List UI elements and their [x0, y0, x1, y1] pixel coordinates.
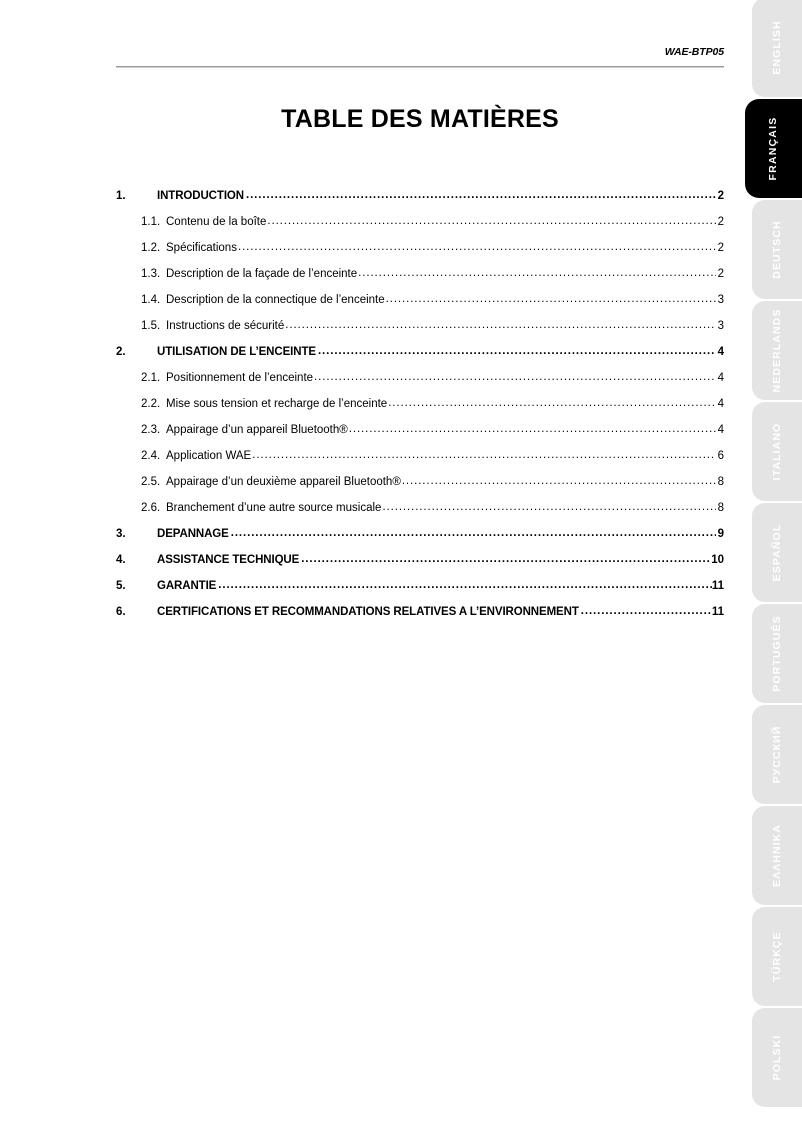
toc-entry-label: Instructions de sécurité — [166, 320, 285, 332]
toc-entry-label: CERTIFICATIONS ET RECOMMANDATIONS RELATIVES A L’ENVIRONNEMENT — [157, 606, 579, 618]
toc-entry-label: Application WAE — [166, 450, 252, 462]
toc-entry-number: 1.2. — [141, 242, 161, 254]
toc-entry-number: 1.1. — [141, 216, 161, 228]
toc-entry-number: 3. — [116, 528, 126, 540]
toc-entry-page-number: 11 — [711, 606, 724, 618]
toc-entry[interactable] — [116, 450, 724, 476]
toc-entry-label: Description de la façade de l’enceinte — [166, 268, 358, 280]
toc-entry-page-number: 9 — [717, 528, 724, 540]
toc-entry-number: 2.3. — [141, 424, 161, 436]
toc-entry-number: 1.5. — [141, 320, 161, 332]
page-title: TABLE DES MATIÈRES — [281, 105, 559, 133]
toc-entry[interactable] — [116, 242, 724, 268]
language-tab-english[interactable] — [752, 0, 802, 97]
toc-entry[interactable] — [116, 346, 724, 372]
toc-entry[interactable] — [116, 606, 724, 632]
toc-leader-dots — [267, 216, 716, 228]
toc-leader-dots — [252, 450, 716, 462]
toc-leader-dots — [246, 190, 716, 202]
toc-leader-dots — [314, 372, 716, 384]
language-tab-label: ITALIANO — [771, 422, 783, 481]
toc-entry-label: Spécifications — [166, 242, 237, 254]
language-tab-label: DEUTSCH — [771, 220, 783, 279]
model-number: WAE-BTP05 — [664, 46, 724, 58]
toc-entry-number: 2. — [116, 346, 126, 358]
toc-entry-label: GARANTIE — [157, 580, 217, 592]
toc-entry-page-number: 3 — [717, 294, 724, 306]
toc-leader-dots — [386, 294, 716, 306]
toc-leader-dots — [318, 346, 716, 358]
toc-leader-dots — [285, 320, 716, 332]
toc-entry[interactable] — [116, 294, 724, 320]
toc-entry-number: 1.3. — [141, 268, 161, 280]
language-tab-label: РУССКИЙ — [771, 725, 783, 784]
language-tab-polski[interactable] — [752, 1008, 802, 1107]
language-tab-label: POLSKI — [771, 1034, 783, 1081]
toc-entry-number: 2.5. — [141, 476, 161, 488]
language-tab-label: ENGLISH — [771, 20, 783, 75]
language-tab-[interactable] — [752, 705, 802, 804]
toc-entry-number: 2.4. — [141, 450, 161, 462]
toc-leader-dots — [581, 606, 712, 618]
toc-leader-dots — [402, 476, 716, 488]
toc-entry-page-number: 3 — [717, 320, 724, 332]
toc-entry[interactable] — [116, 502, 724, 528]
toc-entry-label: Mise sous tension et recharge de l’enceinte — [166, 398, 388, 410]
toc-entry-label: Appairage d’un appareil Bluetooth® — [166, 424, 348, 436]
toc-entry-page-number: 6 — [717, 450, 724, 462]
language-tab-label: ΕΛΛΗΝΙΚΑ — [771, 823, 783, 888]
toc-entry[interactable] — [116, 216, 724, 242]
toc-entry[interactable] — [116, 476, 724, 502]
toc-entry-page-number: 2 — [717, 268, 724, 280]
language-tab-portugu-s[interactable] — [752, 604, 802, 703]
toc-entry-label: DEPANNAGE — [157, 528, 229, 540]
language-tab-label: TÜRKÇE — [771, 931, 783, 982]
header-rule — [116, 66, 724, 68]
toc-entry[interactable] — [116, 190, 724, 216]
toc-entry-page-number: 8 — [717, 502, 724, 514]
toc-entry-page-number: 2 — [717, 242, 724, 254]
toc-entry-number: 4. — [116, 554, 126, 566]
toc-entry-label: ASSISTANCE TECHNIQUE — [157, 554, 300, 566]
toc-entry-page-number: 2 — [717, 190, 724, 202]
table-of-contents — [116, 190, 724, 632]
language-tab-deutsch[interactable] — [752, 200, 802, 299]
toc-entry[interactable] — [116, 580, 724, 606]
toc-entry-page-number: 4 — [717, 398, 724, 410]
toc-entry[interactable] — [116, 424, 724, 450]
language-tab-nederlands[interactable] — [752, 301, 802, 400]
toc-entry-label: Branchement d’une autre source musicale — [166, 502, 382, 514]
toc-entry[interactable] — [116, 268, 724, 294]
toc-entry-page-number: 2 — [717, 216, 724, 228]
language-tab-t-rk-e[interactable] — [752, 907, 802, 1006]
language-tab-strip — [745, 0, 802, 1122]
toc-leader-dots — [218, 580, 712, 592]
toc-entry[interactable] — [116, 554, 724, 580]
toc-entry-page-number: 4 — [717, 372, 724, 384]
toc-entry-number: 2.6. — [141, 502, 161, 514]
toc-entry-label: Contenu de la boîte — [166, 216, 267, 228]
toc-entry-label: Description de la connectique de l’enceinte — [166, 294, 385, 306]
language-tab-[interactable] — [752, 806, 802, 905]
language-tab-espa-ol[interactable] — [752, 503, 802, 602]
toc-entry[interactable] — [116, 372, 724, 398]
toc-leader-dots — [231, 528, 716, 540]
language-tab-label: ESPAÑOL — [771, 523, 783, 582]
toc-leader-dots — [382, 502, 716, 514]
toc-leader-dots — [388, 398, 716, 410]
toc-entry-number: 1. — [116, 190, 126, 202]
toc-entry-number: 5. — [116, 580, 126, 592]
language-tab-fran-ais[interactable] — [745, 99, 802, 198]
toc-entry-label: Positionnement de l’enceinte — [166, 372, 314, 384]
toc-entry-page-number: 4 — [717, 424, 724, 436]
toc-leader-dots — [301, 554, 711, 566]
toc-entry-page-number: 11 — [711, 580, 724, 592]
document-header — [116, 46, 724, 58]
toc-entry-label: Appairage d’un deuxième appareil Bluetooth® — [166, 476, 401, 488]
toc-leader-dots — [349, 424, 716, 436]
toc-entry-label: INTRODUCTION — [157, 190, 244, 202]
toc-entry-page-number: 10 — [711, 554, 724, 566]
toc-entry-number: 1.4. — [141, 294, 161, 306]
toc-entry-page-number: 4 — [717, 346, 724, 358]
language-tab-italiano[interactable] — [752, 402, 802, 501]
toc-entry-page-number: 8 — [717, 476, 724, 488]
language-tab-label: NEDERLANDS — [771, 308, 783, 393]
toc-entry-number: 6. — [116, 606, 126, 618]
toc-leader-dots — [238, 242, 716, 254]
toc-entry[interactable] — [116, 528, 724, 554]
toc-entry-number: 2.1. — [141, 372, 161, 384]
toc-entry-number: 2.2. — [141, 398, 161, 410]
toc-entry-label: UTILISATION DE L’ENCEINTE — [157, 346, 316, 358]
toc-entry[interactable] — [116, 398, 724, 424]
toc-leader-dots — [358, 268, 716, 280]
language-tab-label: FRANÇAIS — [767, 116, 779, 181]
toc-entry[interactable] — [116, 320, 724, 346]
language-tab-label: PORTUGUÊS — [771, 615, 783, 692]
